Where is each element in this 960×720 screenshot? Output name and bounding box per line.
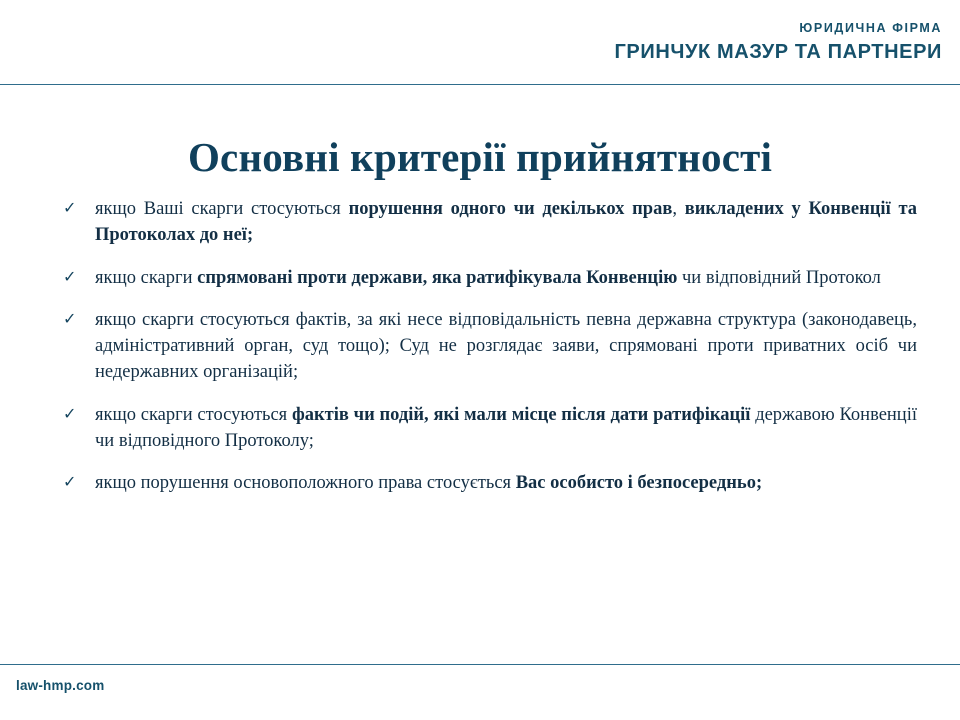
- list-item-text: якщо Ваші скарги стосуються порушення одного чи декількох прав, викладених у Конвенції та Протоколах до неї;: [95, 199, 918, 246]
- list-item: [55, 402, 917, 455]
- list-item: [55, 196, 917, 249]
- list-item-text: якщо скарги спрямовані проти держави, яка ратифікувала Конвенцію чи відповідний Протокол: [95, 267, 881, 288]
- check-icon: ✓: [63, 308, 77, 328]
- footer-site: law-hmp.com: [16, 678, 105, 693]
- list-item: [55, 307, 917, 386]
- check-icon: ✓: [63, 403, 77, 423]
- header-divider: [0, 84, 960, 85]
- check-icon: ✓: [63, 198, 77, 217]
- firm-name: ГРИНЧУК МАЗУР ТА ПАРТНЕРИ: [614, 40, 942, 63]
- footer-divider: [0, 664, 960, 665]
- list-item-text: якщо порушення основоположного права стосується Вас особисто і безпосередньо;: [95, 473, 763, 494]
- page-title: Основні критерії прийнятності: [187, 134, 773, 181]
- criteria-list: [55, 196, 917, 496]
- check-icon: ✓: [63, 266, 77, 286]
- slide-header: [0, 0, 960, 84]
- list-item: [55, 265, 917, 291]
- check-icon: ✓: [63, 472, 77, 492]
- list-item: [55, 470, 917, 496]
- list-item-text: якщо скарги стосуються фактів чи подій, які мали місце після дати ратифікації державою Конвенції чи відповідного Протоколу;: [95, 404, 917, 451]
- firm-kicker: ЮРИДИЧНА ФІРМА: [799, 21, 942, 35]
- slide-content: [55, 196, 917, 496]
- list-item-text: якщо скарги стосуються фактів, за які несе відповідальність певна державна структура (законодавець, адміністративний орган, суд тощо); Суд не розглядає заяви, спрямовані проти приватних осіб чи недержавних організацій;: [95, 309, 917, 383]
